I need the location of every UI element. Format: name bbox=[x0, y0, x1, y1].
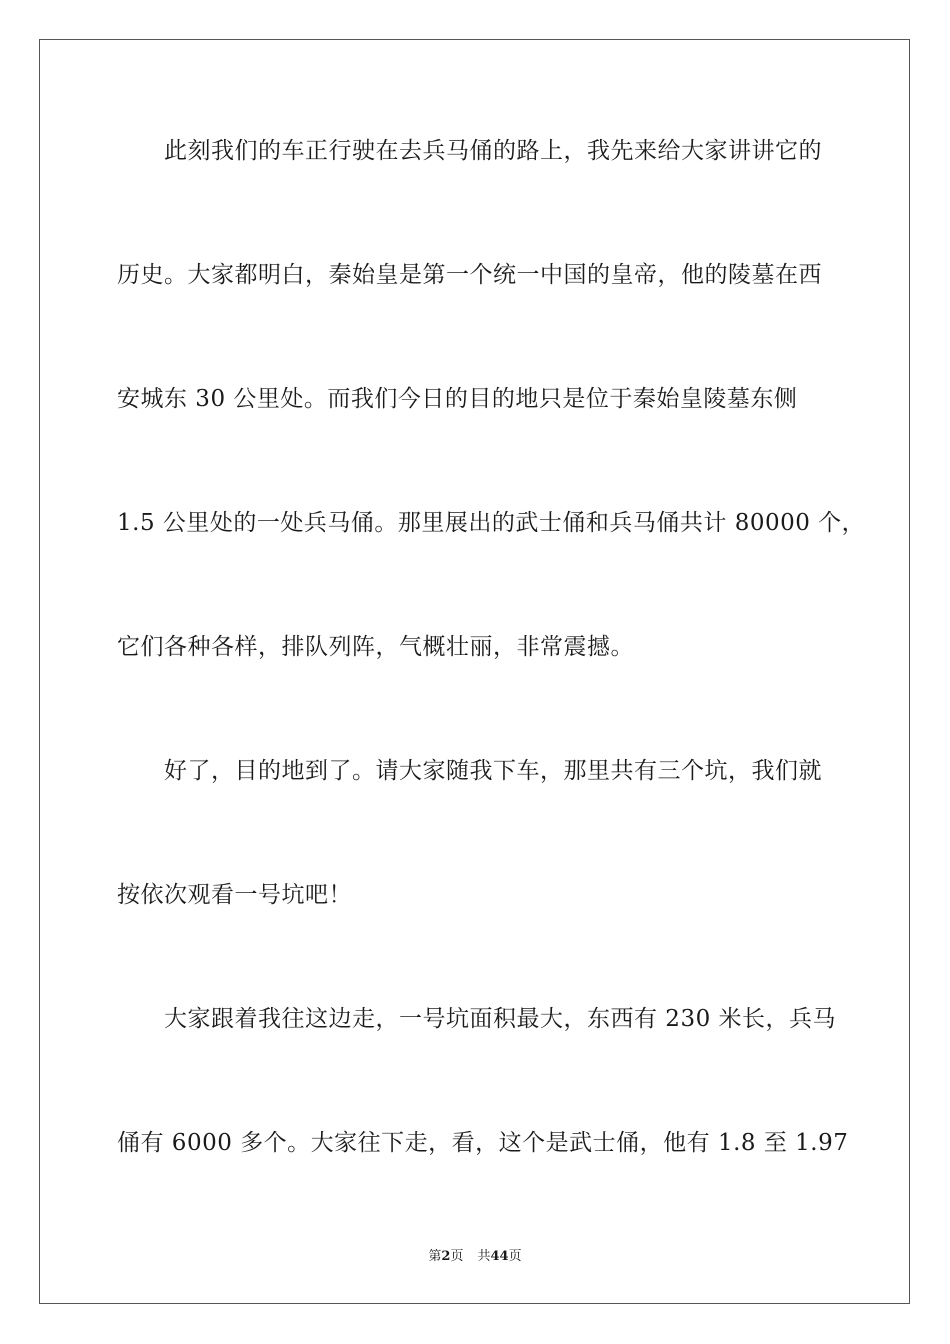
paragraph-1-line-3: 安城东 30 公里处。而我们今日的目的地只是位于秦始皇陵墓东侧 bbox=[117, 386, 798, 412]
total-suffix: 页 bbox=[508, 1249, 522, 1264]
paragraph-2-line-1: 好了，目的地到了。请大家随我下车，那里共有三个坑，我们就 bbox=[164, 758, 822, 784]
paragraph-3-line-1: 大家跟着我往这边走，一号坑面积最大，东西有 230 米长，兵马 bbox=[164, 1006, 837, 1032]
paragraph-1-line-1: 此刻我们的车正行驶在去兵马俑的路上，我先来给大家讲讲它的 bbox=[164, 138, 822, 164]
page-border bbox=[39, 39, 910, 1304]
total-pages: 44 bbox=[490, 1249, 509, 1264]
page-footer bbox=[0, 1248, 950, 1266]
paragraph-3-line-2: 俑有 6000 多个。大家往下走，看，这个是武士俑，他有 1.8 至 1.97 bbox=[117, 1130, 849, 1156]
page-number: 2 bbox=[441, 1249, 451, 1264]
paragraph-2-line-2: 按依次观看一号坑吧！ bbox=[117, 882, 352, 908]
paragraph-1-line-2: 历史。大家都明白，秦始皇是第一个统一中国的皇帝，他的陵墓在西 bbox=[117, 262, 822, 288]
total-prefix: 共 bbox=[477, 1249, 491, 1264]
page-prefix: 第 bbox=[428, 1249, 442, 1264]
page-suffix: 页 bbox=[450, 1249, 464, 1264]
paragraph-1-line-5: 它们各种各样，排队列阵，气概壮丽，非常震撼。 bbox=[117, 634, 634, 660]
paragraph-1-line-4: 1.5 公里处的一处兵马俑。那里展出的武士俑和兵马俑共计 80000 个， bbox=[117, 510, 866, 536]
